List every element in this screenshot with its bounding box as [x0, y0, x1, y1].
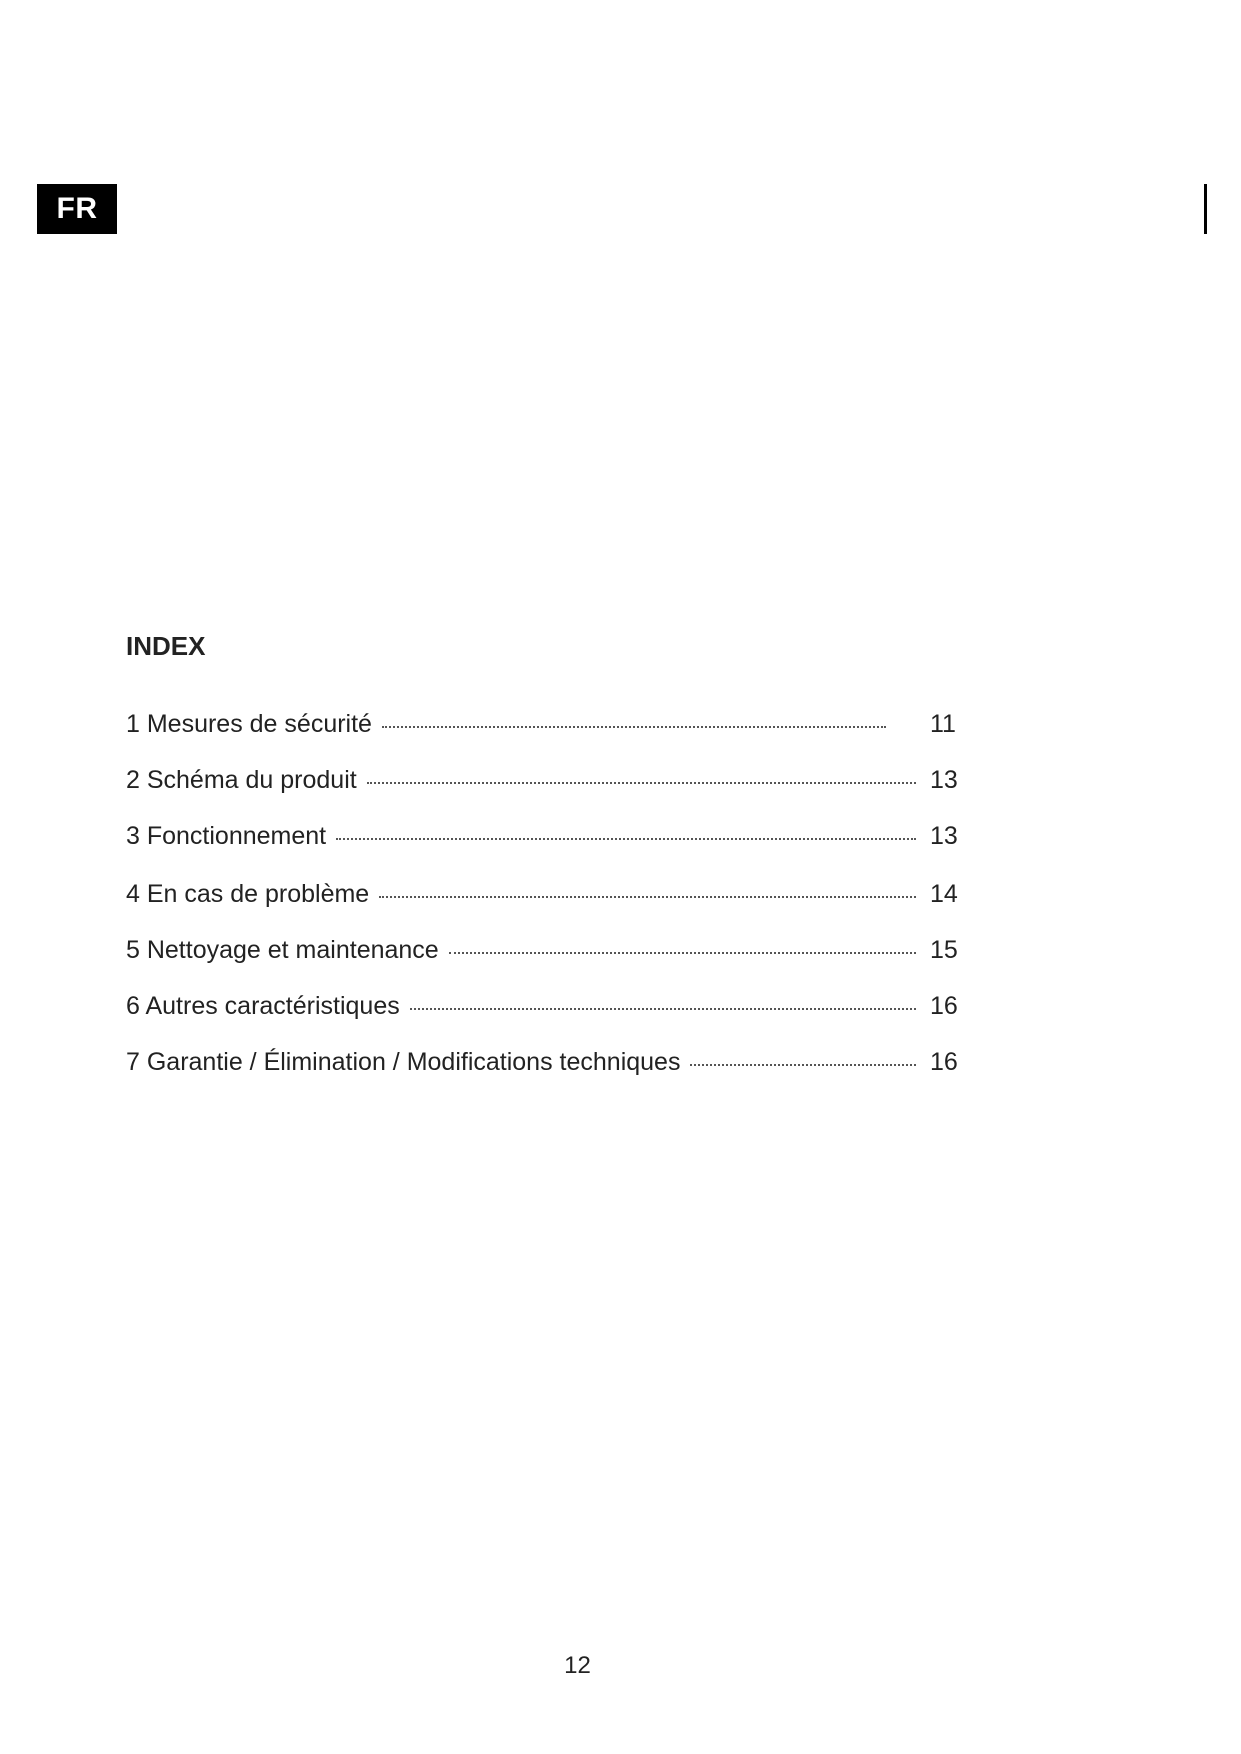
toc-entry-title: 4 En cas de problème [126, 880, 370, 908]
toc-entry-page: 13 [930, 766, 958, 794]
toc-entry-page: 15 [930, 936, 958, 964]
dot-leader [336, 838, 916, 840]
toc-entry-page: 11 [930, 710, 956, 738]
crop-mark [1204, 184, 1207, 234]
toc-entry-product-diagram[interactable] [126, 762, 986, 818]
dot-leader [379, 896, 916, 898]
toc-entry-other-features[interactable] [126, 988, 986, 1044]
index-heading: INDEX [126, 631, 206, 661]
toc-entry-operation[interactable] [126, 818, 986, 874]
toc-entry-title: 3 Fonctionnement [126, 822, 327, 850]
toc-entry-page: 16 [930, 992, 958, 1020]
toc-entry-page: 13 [930, 822, 958, 850]
dot-leader [367, 782, 916, 784]
toc-entry-title: 6 Autres caractéristiques [126, 992, 400, 1020]
toc-entry-safety[interactable] [126, 706, 986, 762]
toc-entry-warranty[interactable] [126, 1044, 986, 1100]
toc-entry-title: 2 Schéma du produit [126, 766, 357, 794]
page-number: 12 [564, 1652, 591, 1679]
toc-entry-cleaning[interactable] [126, 932, 986, 988]
toc-entry-page: 16 [930, 1048, 958, 1076]
toc-entry-page: 14 [930, 880, 958, 908]
language-tab: FR [37, 184, 117, 234]
dot-leader [382, 726, 886, 728]
table-of-contents [126, 706, 986, 1100]
toc-entry-title: 1 Mesures de sécurité [126, 710, 372, 738]
dot-leader [410, 1008, 916, 1010]
toc-entry-title: 7 Garantie / Élimination / Modifications techniques [126, 1048, 681, 1076]
dot-leader [449, 952, 916, 954]
dot-leader [690, 1064, 916, 1066]
toc-entry-troubleshooting[interactable] [126, 876, 986, 932]
toc-entry-title: 5 Nettoyage et maintenance [126, 936, 439, 964]
